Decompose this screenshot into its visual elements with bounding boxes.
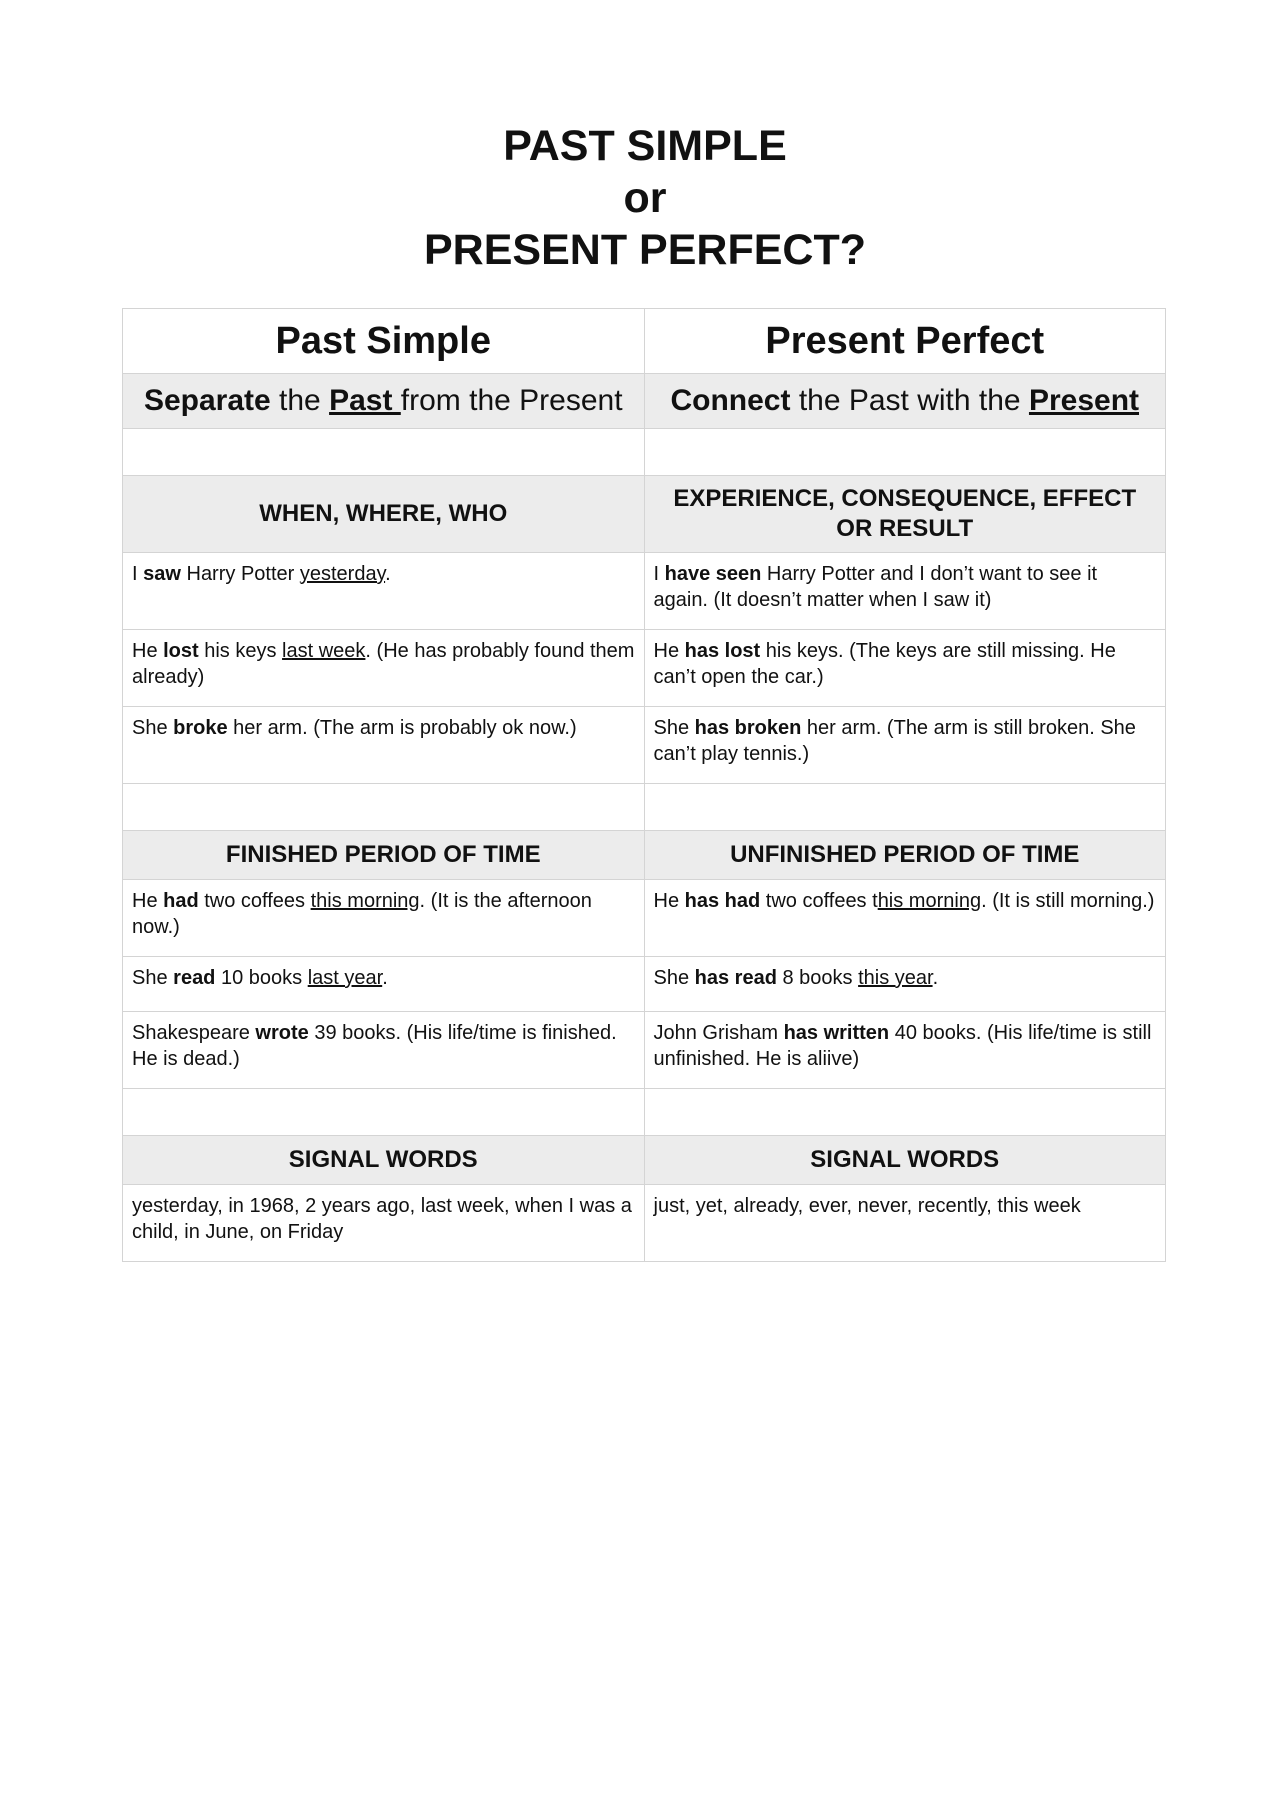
example-cell (644, 957, 1166, 1012)
example-text: He (653, 890, 685, 912)
example-verb: has had (684, 890, 761, 912)
example-text: Shakespeare (132, 1022, 256, 1044)
section-heading: FINISHED PERIOD OF TIME (123, 831, 645, 880)
example-text: . (385, 563, 391, 585)
example-text: his keys. (The keys are still missing. He can’t open the car.) (653, 640, 1116, 688)
section-header-row (123, 476, 1166, 553)
example-row (123, 707, 1166, 784)
section-heading: WHEN, WHERE, WHO (123, 476, 645, 553)
title-line-2: or (623, 174, 667, 222)
column-header-row (123, 309, 1166, 374)
example-text: She (132, 717, 174, 739)
example-cell (644, 1012, 1166, 1089)
example-text: her arm. (The arm is probably ok now.) (227, 717, 577, 739)
example-verb: broke (173, 717, 228, 739)
section-header-row (123, 1136, 1166, 1185)
example-row (123, 880, 1166, 957)
summary-row (123, 374, 1166, 429)
example-row (123, 630, 1166, 707)
section-heading: SIGNAL WORDS (644, 1136, 1166, 1185)
example-cell (123, 1012, 645, 1089)
example-time-expression: this year (858, 967, 933, 989)
spacer-row (123, 1089, 1166, 1136)
example-text: 40 books. (His life/time is still unfinished. He is aliive) (653, 1022, 1152, 1070)
signal-words-row (123, 1185, 1166, 1262)
example-time-expression: yesterday (299, 563, 386, 585)
example-text: He (132, 640, 164, 662)
example-cell (123, 553, 645, 630)
example-text: 10 books (215, 967, 308, 989)
section-heading: SIGNAL WORDS (123, 1136, 645, 1185)
example-text: . (932, 967, 939, 989)
summary-keyword: Connect (670, 384, 791, 417)
comparison-table (122, 308, 1166, 1262)
page-title (0, 120, 1280, 276)
example-text: He (653, 640, 685, 662)
summary-underlined: Past (329, 384, 401, 417)
past-simple-heading: Past Simple (123, 309, 645, 374)
example-text: two coffees t (760, 890, 878, 912)
example-cell (644, 707, 1166, 784)
section-header-row (123, 831, 1166, 880)
example-text: She (132, 967, 174, 989)
example-time-expression: his morning (877, 890, 982, 912)
example-text: his keys (198, 640, 283, 662)
example-verb: lost (163, 640, 199, 662)
example-verb: has written (783, 1022, 890, 1044)
example-verb: has lost (684, 640, 761, 662)
example-time-expression: this morning (310, 890, 420, 912)
example-text: 8 books (776, 967, 859, 989)
section-heading: EXPERIENCE, CONSEQUENCE, EFFECT OR RESULT (644, 476, 1166, 553)
example-row (123, 957, 1166, 1012)
summary-text: the (270, 384, 330, 417)
spacer-row (123, 429, 1166, 476)
example-verb: wrote (255, 1022, 309, 1044)
spacer-row (123, 784, 1166, 831)
present-perfect-summary (644, 374, 1166, 429)
example-text: two coffees (198, 890, 311, 912)
example-text: Harry Potter (180, 563, 300, 585)
example-text: He (132, 890, 164, 912)
example-text: . (It is still morning.) (981, 890, 1155, 912)
title-line-3: PRESENT PERFECT? (424, 226, 866, 274)
example-text: her arm. (The arm is still broken. She can’t play tennis.) (653, 717, 1136, 765)
example-text: . (382, 967, 388, 989)
example-verb: had (163, 890, 199, 912)
example-text: I (653, 563, 665, 585)
example-time-expression: last year (307, 967, 383, 989)
summary-text: the Past with the (790, 384, 1029, 417)
example-text: I (132, 563, 144, 585)
example-text: 39 books. (His life/time is finished. He is dead.) (132, 1022, 617, 1070)
example-verb: has read (694, 967, 777, 989)
example-cell (123, 707, 645, 784)
past-simple-signal-words: yesterday, in 1968, 2 years ago, last week, when I was a child, in June, on Friday (123, 1185, 645, 1262)
example-cell (644, 553, 1166, 630)
example-cell (123, 880, 645, 957)
summary-underlined: Present (1028, 384, 1140, 417)
example-verb: saw (143, 563, 181, 585)
example-verb: have seen (664, 563, 762, 585)
example-verb: has broken (694, 717, 802, 739)
example-text: She (653, 717, 695, 739)
section-heading: UNFINISHED PERIOD OF TIME (644, 831, 1166, 880)
example-text: Harry Potter and I don’t want to see it again. (It doesn’t matter when I saw it) (653, 563, 1098, 611)
summary-text: from the Present (400, 384, 623, 417)
example-verb: read (173, 967, 216, 989)
example-row (123, 553, 1166, 630)
example-row (123, 1012, 1166, 1089)
example-text: John Grisham (653, 1022, 784, 1044)
example-cell (123, 630, 645, 707)
example-text: She (653, 967, 695, 989)
example-cell (644, 630, 1166, 707)
past-simple-summary (123, 374, 645, 429)
example-time-expression: last week (282, 640, 366, 662)
present-perfect-signal-words: just, yet, already, ever, never, recently, this week (644, 1185, 1166, 1262)
summary-keyword: Separate (143, 384, 271, 417)
example-cell (644, 880, 1166, 957)
example-text: . (It is the afternoon now.) (132, 890, 592, 938)
present-perfect-heading: Present Perfect (644, 309, 1166, 374)
example-text: . (He has probably found them already) (132, 640, 635, 688)
example-cell (123, 957, 645, 1012)
title-line-1: PAST SIMPLE (503, 122, 787, 170)
